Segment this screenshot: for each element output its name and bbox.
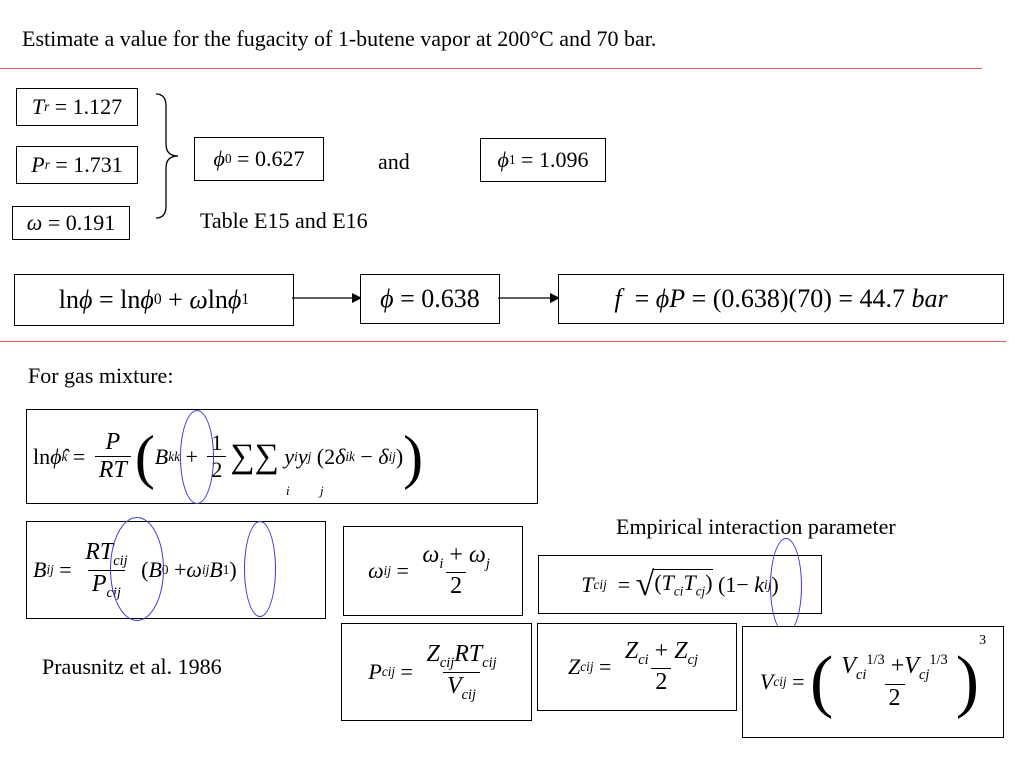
reference-citation: Prausnitz et al. 1986: [42, 654, 222, 679]
vcij-equation: V cij = ( $\frac{V_{ci}^{1/3} +V_{cj}^{1/3}}{2}$ ) $^3$: [742, 626, 1004, 738]
tcij-equation: T cij = √ $(T_{ci}T_{cj})$ (1− k ij ): [538, 555, 822, 614]
phi1-value: = 1.096: [521, 147, 589, 172]
phi-result-value: = 0.638: [400, 284, 480, 313]
tr-value: = 1.127: [54, 94, 123, 119]
zcij-equation: Z cij = $\frac{Z_{ci} + Z_{cj}}{2}$: [537, 623, 737, 711]
sum-index-i: i: [286, 483, 290, 498]
arrow-icon: [498, 290, 560, 306]
highlight-oval: [110, 517, 164, 621]
highlight-oval: [770, 538, 802, 634]
phi-result-box: ϕ = 0.638: [360, 274, 500, 324]
highlight-oval: [180, 410, 214, 504]
arrow-icon: [292, 290, 362, 306]
table-reference: Table E15 and E16: [200, 208, 368, 233]
fugacity-unit: bar: [911, 284, 948, 313]
mixture-label: For gas mixture:: [28, 363, 174, 388]
omega-box: ω = 0.191: [12, 206, 130, 240]
sum-index-j: j: [320, 483, 324, 498]
fugacity-result-box: f = ϕP = (0.638)(70) = 44.7 bar: [558, 274, 1004, 324]
ln-phi-equation: ln ϕ = ln ϕ 0 + ω ln ϕ 1: [14, 274, 294, 326]
question-title: Estimate a value for the fugacity of 1-butene vapor at 200°C and 70 bar.: [22, 26, 657, 51]
fugacity-result-value: = (0.638)(70) = 44.7: [691, 284, 906, 313]
ln-phi-hat-equation: ln ϕ̂ k = $\frac{P}{RT}$ ( B kk + $\frac{1}{2}$ ∑ ∑ y i y j (2 δ ik − δ ij ) ): [26, 409, 538, 504]
bij-equation: B ij = $\frac{RT_{cij}}{P_{cij}}$ ( B 0 + ω ij B 1 ): [26, 521, 326, 619]
curly-brace-icon: [152, 92, 192, 222]
pr-value: = 1.731: [55, 152, 123, 177]
phi1-box: ϕ 1 = 1.096: [480, 138, 606, 182]
omega-ij-equation: ω ij = $\frac{\omega_i + \omega_j}{2}$: [343, 526, 523, 616]
divider-top: [0, 68, 982, 69]
highlight-oval: [244, 521, 276, 617]
pr-box: P r = 1.731: [16, 146, 138, 184]
divider-middle: [0, 341, 1006, 342]
phi0-box: ϕ 0 = 0.627: [194, 137, 324, 181]
empirical-label: Empirical interaction parameter: [616, 514, 896, 539]
and-label: and: [378, 149, 410, 174]
tr-box: T r = 1.127: [16, 88, 138, 126]
omega-value: = 0.191: [47, 210, 116, 235]
pcij-equation: P cij = $\frac{Z_{cij}RT_{cij}}{V_{cij}}$: [341, 623, 532, 721]
phi0-value: = 0.627: [237, 146, 305, 171]
